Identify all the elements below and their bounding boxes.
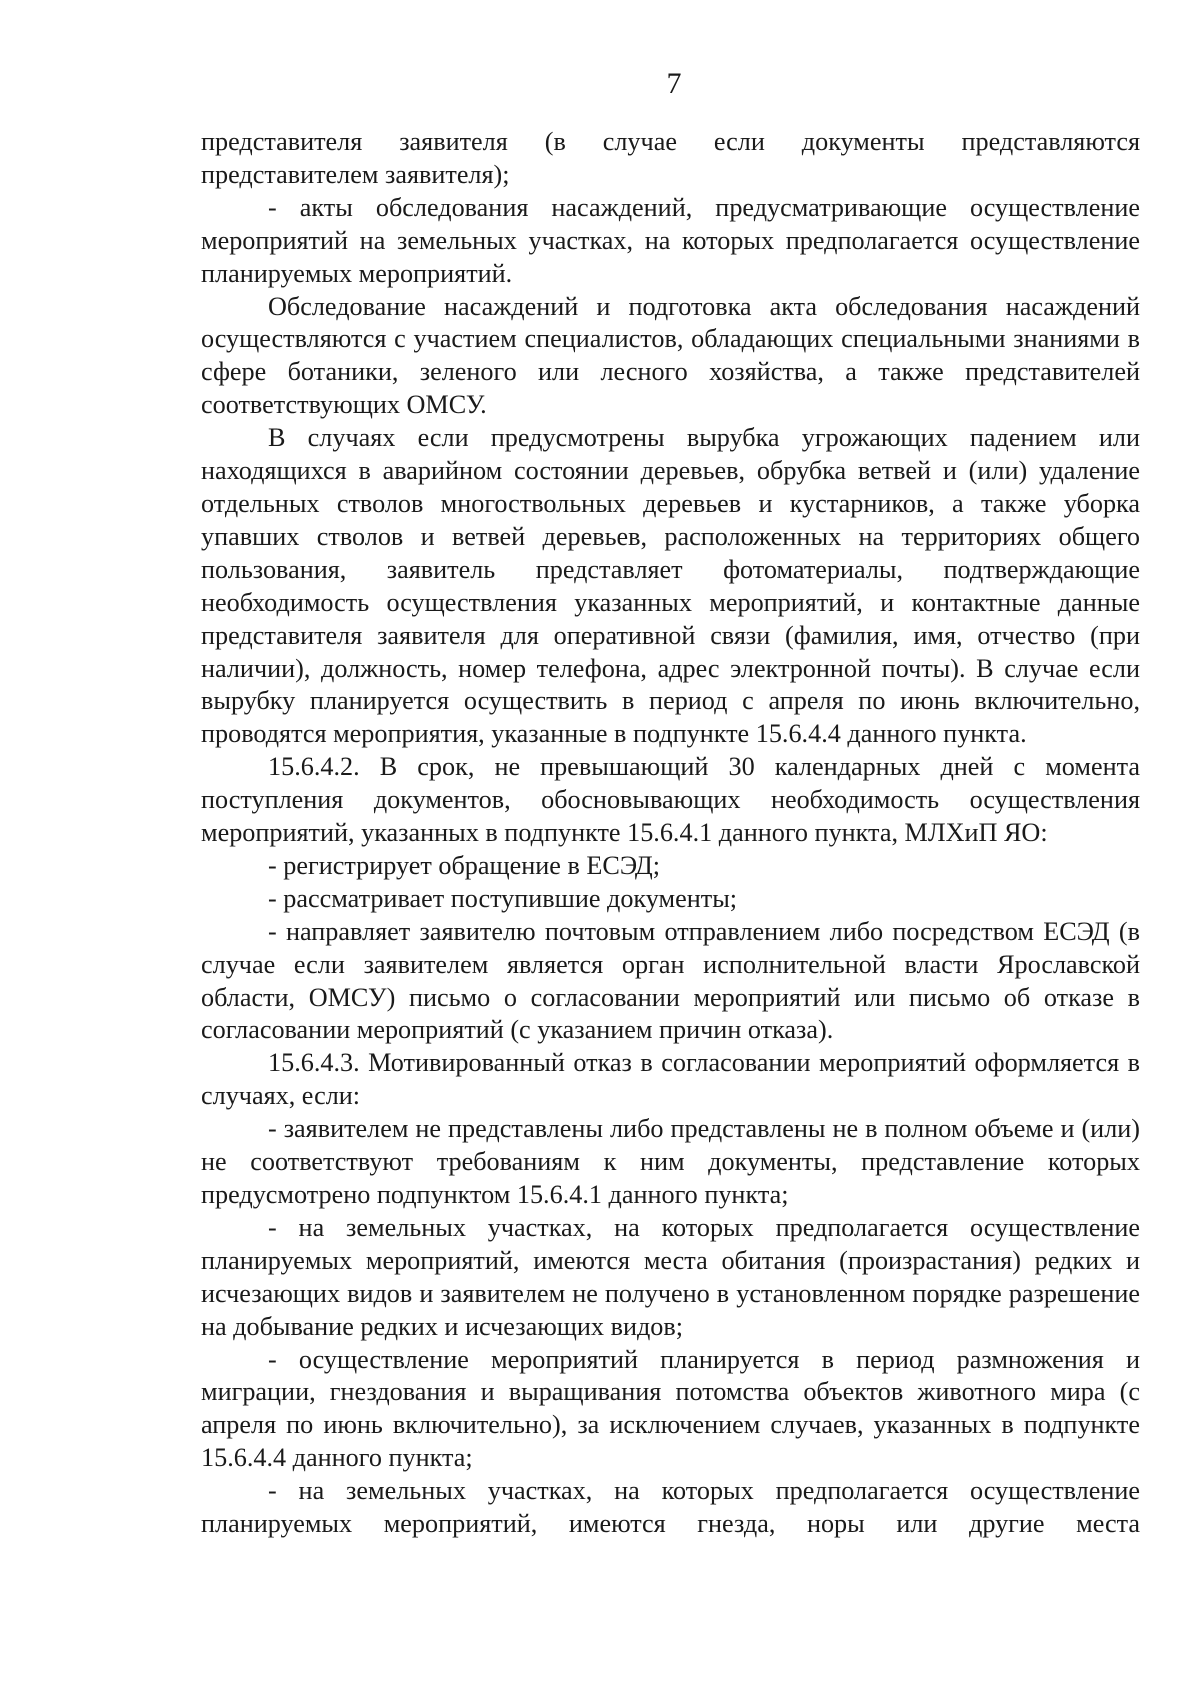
- list-item: - регистрирует обращение в ЕСЭД;: [268, 850, 661, 880]
- list-item: - направляет заявителю почтовым отправлением либо посредством ЕСЭД (в случае если заявителем является орган исполнительной власти Ярославской области, ОМСУ) письмо о согласовании мероприятий или письмо об отказе в согласовании мероприятий (с указанием причин отказа).: [201, 916, 1140, 1045]
- list-item: - акты обследования насаждений, предусматривающие осуществление мероприятий на земельных участках, на которых предполагается осуществление планируемых мероприятий.: [201, 192, 1140, 288]
- list-item: - на земельных участках, на которых предполагается осуществление планируемых мероприятий, имеются места обитания (произрастания) редких и исчезающих видов и заявителем не получено в установленном порядке разрешение на добывание редких и исчезающих видов;: [201, 1212, 1140, 1341]
- list-item: - рассматривает поступившие документы;: [268, 883, 738, 913]
- paragraph: представителя заявителя (в случае если документы представляются представителем заявителя);: [201, 127, 1140, 189]
- paragraph: В случаях если предусмотрены вырубка угрожающих падением или находящихся в аварийном состоянии деревьев, обрубка ветвей и (или) удаление отдельных стволов многоствольных деревьев и кустарников, а также уборка упавших стволов и ветвей деревьев, расположенных на территориях общего пользования, заявитель представляет фотоматериалы, подтверждающие необходимость осуществления указанных мероприятий, и контактные данные представителя заявителя для оперативной связи (фамилия, имя, отчество (при наличии), должность, номер телефона, адрес электронной почты). В случае если вырубку планируется осуществить в период с апреля по июнь включительно, проводятся мероприятия, указанные в подпункте 15.6.4.4 данного пункта.: [201, 423, 1140, 749]
- document-body: [201, 126, 1140, 1541]
- clause-paragraph: 15.6.4.2. В срок, не превышающий 30 календарных дней с момента поступления документов, обосновывающих необходимость осуществления мероприятий, указанных в подпункте 15.6.4.1 данного пункта, МЛХиП ЯО:: [201, 752, 1140, 848]
- paragraph: Обследование насаждений и подготовка акта обследования насаждений осуществляются с участием специалистов, обладающих специальными знаниями в сфере ботаники, зеленого или лесного хозяйства, а также представителей соответствующих ОМСУ.: [201, 291, 1140, 420]
- list-item: - на земельных участках, на которых предполагается осуществление планируемых мероприятий, имеются гнезда, норы или другие места: [201, 1476, 1140, 1539]
- clause-paragraph: 15.6.4.3. Мотивированный отказ в согласовании мероприятий оформляется в случаях, если:: [201, 1048, 1140, 1111]
- page-number: 7: [666, 67, 682, 100]
- list-item: - осуществление мероприятий планируется в период размножения и миграции, гнездования и выращивания потомства объектов животного мира (с апреля по июнь включительно), за исключением случаев, указанных в подпункте 15.6.4.4 данного пункта;: [201, 1344, 1140, 1473]
- list-item: - заявителем не представлены либо представлены не в полном объеме и (или) не соответствуют требованиям к ним документы, представление которых предусмотрено подпунктом 15.6.4.1 данного пункта;: [201, 1114, 1140, 1209]
